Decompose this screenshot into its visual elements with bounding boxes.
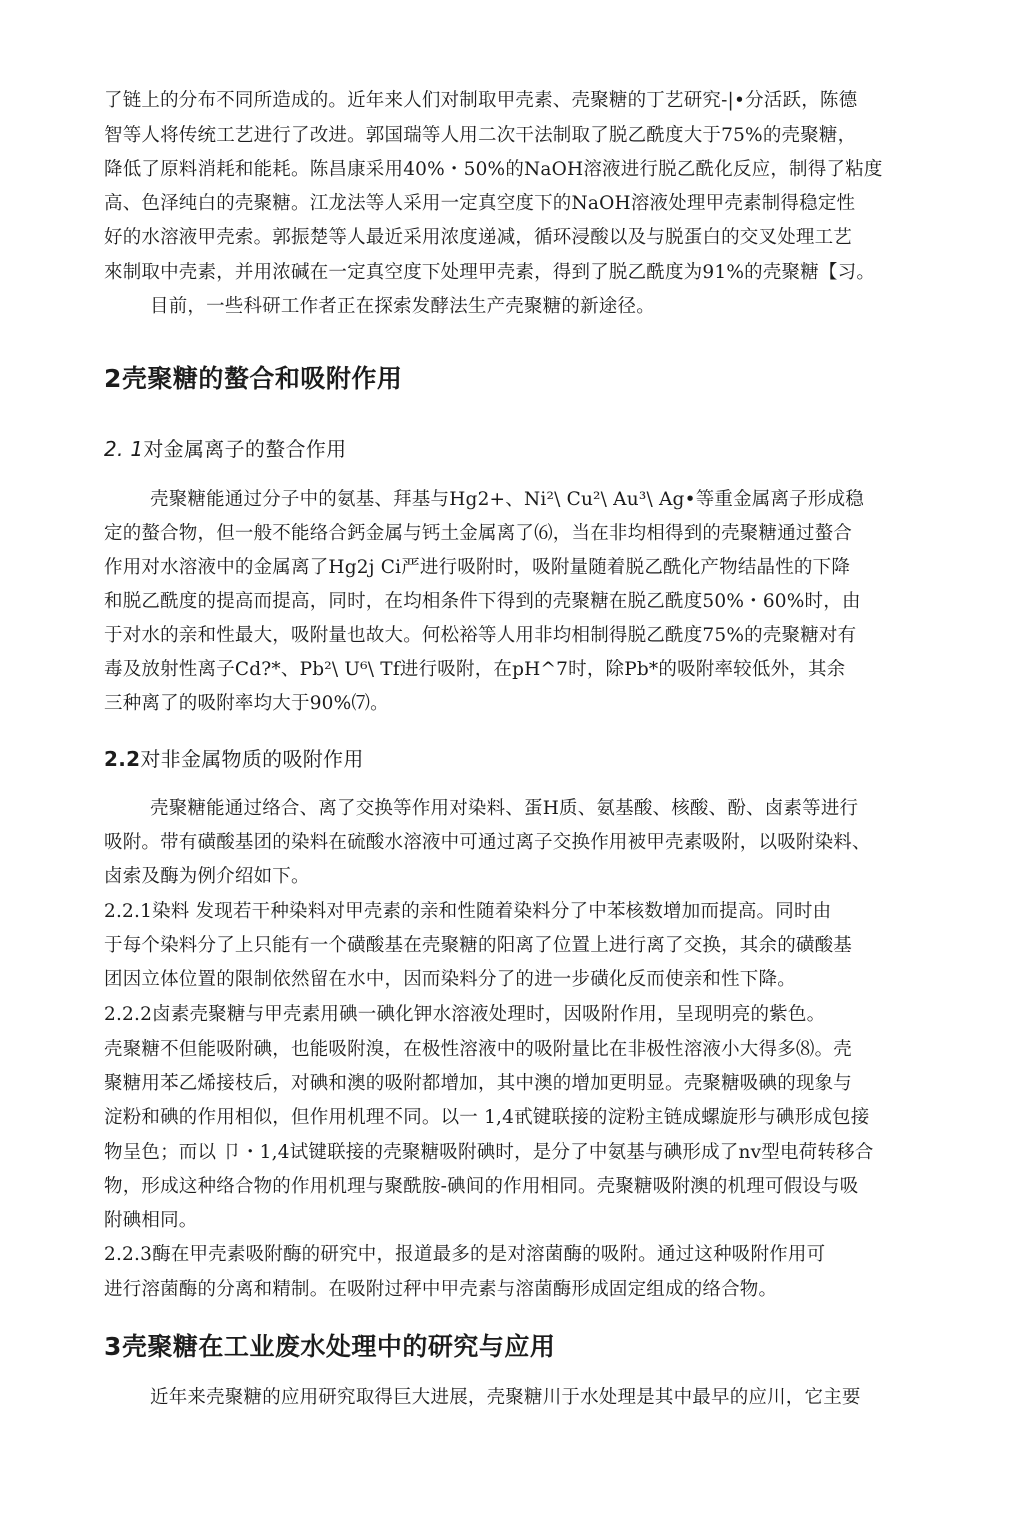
text-line: 2.2.2卤素壳聚糖与甲壳素用碘一碘化钾水溶液处理时，因吸附作用，呈现明亮的紫色。 — [104, 1004, 826, 1025]
text-line: 淀粉和碘的作用相似，但作用机理不同。以一 1,4甙键联接的淀粉主链成螺旋形与碘形成包接 — [104, 1107, 870, 1128]
subsection-number: 2.2 — [104, 747, 141, 771]
section-heading: 3壳聚糖在工业废水处理中的研究与应用 — [104, 1332, 556, 1361]
subsection-title: 对非金属物质的吸附作用 — [140, 747, 364, 771]
text-line: 团因立体位置的限制依然留在水中，因而染料分了的进一步磺化反而使亲和性下降。 — [104, 969, 796, 990]
text-line: 附碘相同。 — [104, 1210, 198, 1231]
text-line: 高、色泽纯白的壳聚糖。江龙法等人采用一定真空度下的NaOH溶液处理甲壳素制得稳定性 — [104, 193, 856, 214]
text-line: 近年来壳聚糖的应用研究取得巨大进展，壳聚糖川于水处理是其中最早的应川，它主要 — [150, 1387, 861, 1408]
text-line: 毒及放射性离子Cd?*、Pb²\ U⁶\ Tf进行吸附，在pH^7时，除Pb*的吸附率较低外，其余 — [104, 659, 846, 680]
text-line: 吸附。带有磺酸基团的染料在硫酸水溶液中可通过离子交换作用被甲壳素吸附，以吸附染料、 — [104, 832, 871, 853]
text-line: 了链上的分布不同所造成的。近年来人们对制取甲壳素、壳聚糖的丁艺研究-|•分活跃，陈德 — [104, 90, 858, 111]
text-line: 降低了原料消耗和能耗。陈昌康采用40%・50%的NaOH溶液进行脱乙酰化反应，制得了粘度 — [104, 159, 883, 180]
text-line: 卤索及酶为例介绍如下。 — [104, 866, 310, 887]
text-line: 于每个染料分了上只能有一个磺酸基在壳聚糖的阳离了位置上进行离了交换，其余的磺酸基 — [104, 935, 853, 956]
subsection-heading — [104, 746, 364, 772]
text-line: 物呈色；而以 卩・1,4试键联接的壳聚糖吸附碘时，是分了中氨基与碘形成了nv型电荷转移合 — [104, 1142, 874, 1163]
text-line: 壳聚糖能通过分子中的氨基、拜基与Hg2+、Ni²\ Cu²\ Au³\ Ag•等重金属离子形成稳 — [150, 489, 865, 510]
subsection-title: 对金属离子的螯合作用 — [143, 437, 347, 461]
text-line: 好的水溶液甲壳索。郭振楚等人最近采用浓度递减，循环浸酸以及与脱蛋白的交叉处理工艺 — [104, 227, 853, 248]
text-line: 智等人将传统工艺进行了改进。郭国瑞等人用二次干法制取了脱乙酰度大于75%的壳聚糖， — [104, 125, 857, 146]
subsection-number: 2. 1 — [104, 437, 144, 461]
text-line: 三种离了的吸附率均大于90%⑺。 — [104, 693, 389, 714]
text-line: 物，形成这种络合物的作用机理与聚酰胺-碘间的作用相同。壳聚糖吸附澳的机理可假设与吸 — [104, 1176, 859, 1197]
text-line: 和脱乙酰度的提高而提高，同时，在均相条件下得到的壳聚糖在脱乙酰度50%・60%时，由 — [104, 591, 861, 612]
text-line: 壳聚糖能通过络合、离了交换等作用对染料、蛋H质、氨基酸、核酸、酚、卤素等进行 — [150, 798, 859, 819]
subsection-heading — [104, 436, 346, 462]
text-line: 2.2.3酶在甲壳素吸附酶的研究中，报道最多的是对溶菌酶的吸附。通过这种吸附作用可 — [104, 1244, 826, 1265]
text-line: 目前，一些科研工作者正在探索发酵法生产壳聚糖的新途径。 — [150, 296, 655, 317]
text-line: 聚糖用苯乙烯接枝后，对碘和澳的吸附都增加，其中澳的增加更明显。壳聚糖吸碘的现象与 — [104, 1073, 853, 1094]
text-line: 于对水的亲和性最大，吸附量也故大。何松裕等人用非均相制得脱乙酰度75%的壳聚糖对有 — [104, 625, 857, 646]
text-line: 进行溶菌酶的分离和精制。在吸附过秤中甲壳素与溶菌酶形成固定组成的络合物。 — [104, 1279, 778, 1300]
text-line: 來制取中壳素，并用浓碱在一定真空度下处理甲壳素，得到了脱乙酰度为91%的壳聚糖【习。 — [104, 262, 876, 283]
text-line: 定的螯合物，但一般不能络合鈣金属与钙土金属离了⑹，当在非均相得到的壳聚糖通过螯合 — [104, 523, 853, 544]
section-heading: 2壳聚糖的螯合和吸附作用 — [104, 364, 403, 393]
text-line: 作用对水溶液中的金属离了Hg2j Ci严进行吸附时，吸附量随着脱乙酰化产物结晶性的下降 — [104, 557, 851, 578]
text-line: 壳聚糖不但能吸附碘，也能吸附溴，在极性溶液中的吸附量比在非极性溶液小大得多⑻。壳 — [104, 1039, 853, 1060]
text-line: 2.2.1染料 发现若干种染料对甲壳素的亲和性随着染料分了中苯核数增加而提高。同时由 — [104, 901, 832, 922]
